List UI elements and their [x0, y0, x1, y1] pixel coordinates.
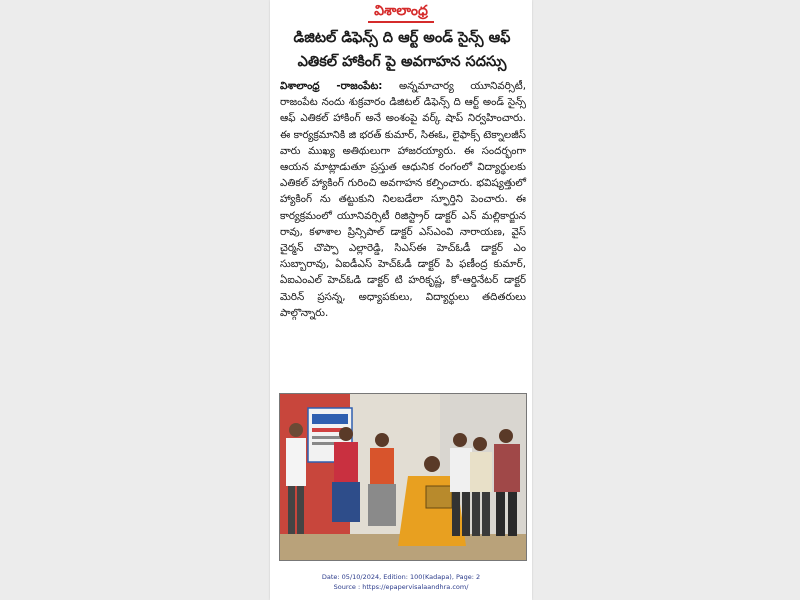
event-photo-illustration: [280, 394, 526, 560]
masthead: [270, 0, 532, 22]
clipping-footer: [270, 572, 532, 592]
article-text: అన్నమాచార్య యూనివర్సిటీ, రాజంపేట నందు శుక్రవారం డిజిటల్ డిఫెన్స్ ది ఆర్ట్ అండ్ సైన్స్ ఆఫ్ ఎతికల్ హాకింగ్ అనే అంశంపై వర్క్ షాప్ నిర్వహించారు. ఈ కార్యక్రమానికి జి భరత్ కుమార్, సిఈఓ, లైఫాక్స్ టెక్నాలజీస్ వారు ముఖ్య అతిథులుగా హాజరయ్యారు. ఈ సందర్భంగా ఆయన మాట్లాడుతూ ప్రస్తుత ఆధునిక రంగంలో విద్యార్థులకు ఎతికల్ హ్యాకింగ్ గురించి అవగాహన కల్పించారు. భవిష్యత్తులో హ్యాకింగ్ ను తట్టుకుని నిలబడేలా స్ఫూర్తిని పెంచారు. ఈ కార్యక్రమంలో యూనివర్సిటీ రిజిస్ట్రార్ డాక్టర్ ఎన్ మల్లికార్జున రావు, కళాశాల ప్రిన్సిపాల్ డాక్టర్ ఎస్ఎంవి నారాయణ, వైస్ చైర్మన్ చొప్పా ఎల్లారెడ్డి, సిఎస్ఈ హెచ్ఓడీ డాక్టర్ ఎం సుబ్బారావు, ఏఐడీఎస్ హెచ్ఓడీ డాక్టర్ పి ఫణీంద్ర కుమార్, ఏఐఎంఎల్ హెచ్ఓడి డాక్టర్ టి హరికృష్ణ, కో-ఆర్డినేటర్ డాక్టర్ మెరిన్ ప్రసన్న, అధ్యాపకులు, విద్యార్థులు తదితరులు పాల్గొన్నారు.: [280, 80, 526, 319]
newspaper-clipping: [270, 0, 532, 600]
article-body: [280, 78, 526, 321]
edition-info: Date: 05/10/2024, Edition: 100(Kadapa), Page: 2: [321, 573, 481, 581]
headline-line-2: ఎతికల్ హాకింగ్ పై అవగాహన సదస్సు: [297, 54, 507, 70]
headline-line-1: డిజిటల్ డిఫెన్స్ ది ఆర్ట్ అండ్ సైన్స్ ఆఫ్: [293, 30, 511, 46]
event-photo: [279, 393, 527, 561]
masthead-title: విశాలాంధ్ర: [368, 1, 434, 23]
article-dateline: విశాలాంధ్ర -రాజంపేట:: [280, 80, 383, 92]
source-link[interactable]: Source : https://epapervisalaandhra.com/: [333, 583, 469, 591]
headline: [278, 26, 526, 74]
